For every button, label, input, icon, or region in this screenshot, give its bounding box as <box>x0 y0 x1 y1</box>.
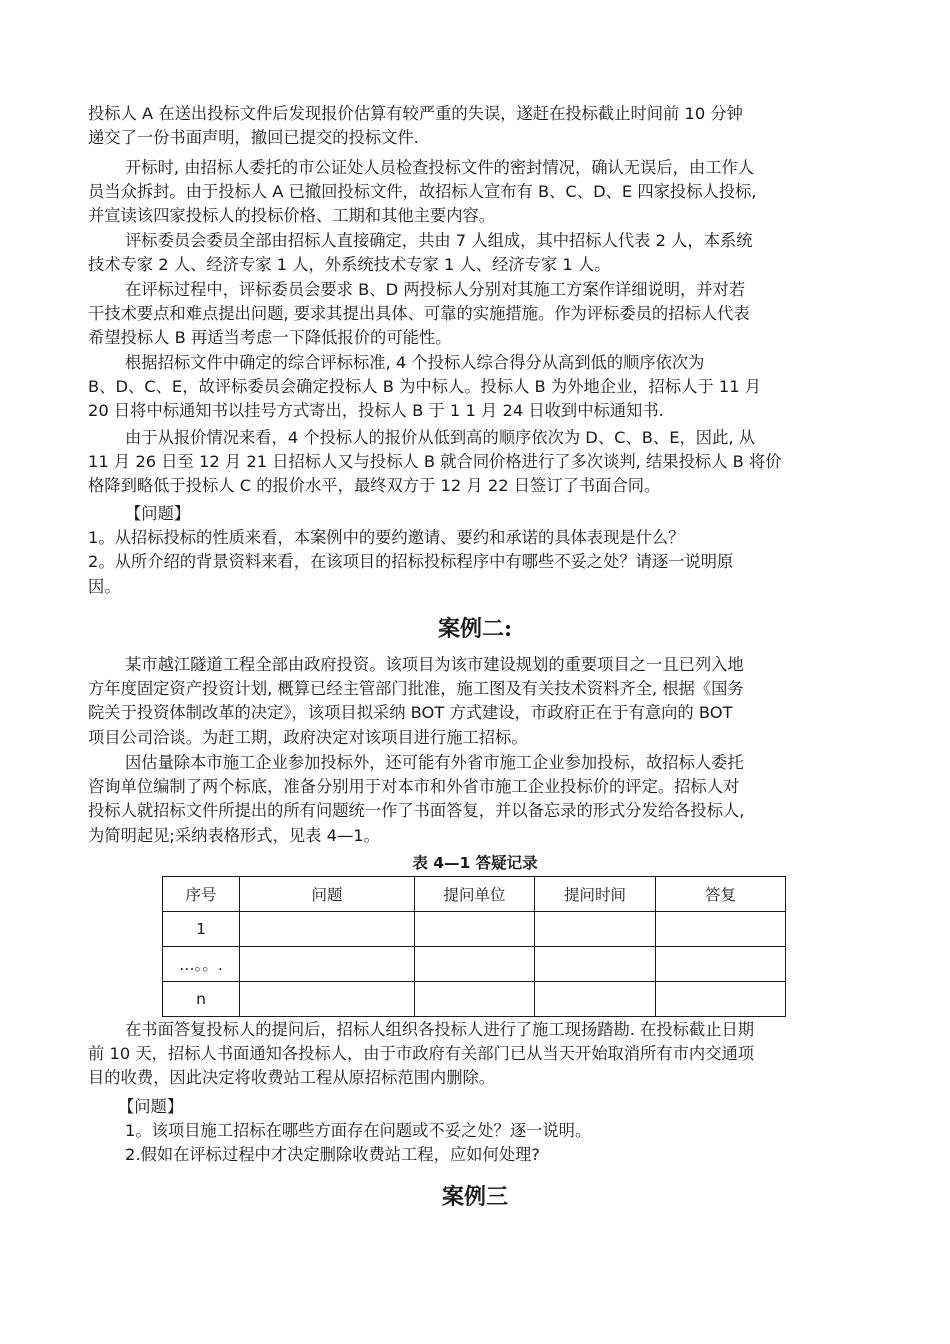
table-caption: 表 4—1 答疑记录 <box>412 854 538 872</box>
case3-heading: 案例三 <box>441 1184 508 1210</box>
case2-question-section <box>88 1095 866 1168</box>
case1-paragraph-2: 开标时, 由招标人委托的市公证处人员检查投标文件的密封情况，确认无误后，由工作人 员当众拆封。由于投标人 A 已撤回投标文件，故招标人宣布有 B、C、D、E 四家投标人投标, 并宣读该四家投标人的投标价格、工期和其他主要内容。 <box>88 158 757 226</box>
table-cell <box>240 947 415 982</box>
case1-question-2: 2。从所介绍的背景资料来看，在该项目的招标投标程序中有哪些不妥之处？请逐一说明原 <box>88 552 734 572</box>
header-cell: 提问时间 <box>535 877 656 912</box>
header-cell: 答复 <box>656 877 786 912</box>
table-row <box>163 947 786 982</box>
case1-question-1: 1。从招标投标的性质来看，本案例中的要约邀请、要约和承诺的具体表现是什么？ <box>88 528 685 548</box>
case2-heading: 案例二: <box>437 616 513 642</box>
header-cell: 提问单位 <box>415 877 535 912</box>
table-cell: …。。. <box>163 947 240 982</box>
table-cell <box>415 912 535 947</box>
header-cell: 序号 <box>163 877 240 912</box>
case2-question-2: 2.假如在评标过程中才决定删除收费站工程，应如何处理? <box>125 1145 540 1165</box>
table-cell <box>415 947 535 982</box>
case1-paragraph-4: 在评标过程中，评标委员会要求 B、D 两投标人分别对其施工方案作详细说明，并对若 干技术要点和难点提出问题, 要求其提出具体、可靠的实施措施。作为评标委员的招标人代表 希望投标人 B 再适当考虑一下降低报价的可能性。 <box>88 280 750 348</box>
table-cell <box>535 947 656 982</box>
table-row <box>163 912 786 947</box>
case2-paragraph-2: 因估量除本市施工企业参加投标外，还可能有外省市施工企业参加投标，故招标人委托 咨询单位编制了两个标底，准备分别用于对本市和外省市施工企业投标价的评定。招标人对 投标人就招标文件所提出的所有问题统一作了书面答复，并以备忘录的形式分发给各投标人, 为简明起见;采纳表格形式，见表 4—1。 <box>88 753 745 845</box>
table-cell: n <box>163 982 240 1017</box>
table-row <box>163 982 786 1017</box>
table-cell <box>656 947 786 982</box>
table-cell <box>240 982 415 1017</box>
case1-paragraph-5: 根据招标文件中确定的综合评标标准, 4 个投标人综合得分从高到低的顺序依次为 B、D、C、E，故评标委员会确定投标人 B 为中标人。投标人 B 为外地企业，招标人于 11 月 20 日将中标通知书以挂号方式寄出，投标人 B 于 1 1 月 24 日收到中标通知书. <box>88 353 762 421</box>
table-cell <box>535 912 656 947</box>
case1-paragraph-3: 评标委员会委员全部由招标人直接确定，共由 7 人组成，其中招标人代表 2 人，本系统 技术专家 2 人、经济专家 1 人，外系统技术专家 1 人、经济专家 1 人。 <box>88 231 753 275</box>
table-cell <box>656 912 786 947</box>
case2-paragraph-1: 某市越江隧道工程全部由政府投资。该项目为该市建设规划的重要项目之一且已列入地 方年度固定资产投资计划, 概算已经主管部门批准，施工图及有关技术资料齐全, 根据《国务 院关于投资体制改革的决定》，该项目拟采纳 BOT 方式建设，市政府正在于有意向的 BOT 项目公司洽谈。为赶工期，政府决定对该项目进行施工招标。 <box>88 655 744 747</box>
case1-question-section: 【问题】 1。从招标投标的性质来看，本案例中的要约邀请、要约和承诺的具体表现是什么？ 2。从所介绍的背景资料来看，在该项目的招标投标程序中有哪些不妥之处？请逐一说明原 因。 <box>88 502 866 599</box>
qa-record-table <box>162 876 786 1017</box>
case2-question-1: 1。该项目施工招标在哪些方面存在问题或不妥之处？逐一说明。 <box>125 1121 592 1141</box>
header-cell: 问题 <box>240 877 415 912</box>
case2-paragraph-3: 在书面答复投标人的提问后，招标人组织各投标人进行了施工现扬踏勘. 在投标截止日期 前 10 天，招标人书面通知各投标人，由于市政府有关部门已从当天开始取消所有市内交通项 目的收费，因此决定将收费站工程从原招标范围内删除。 <box>88 1020 755 1088</box>
table-cell <box>656 982 786 1017</box>
table-cell <box>240 912 415 947</box>
case1-paragraph-1: 投标人 A 在送出投标文件后发现报价估算有较严重的失误，遂赶在投标截止时间前 10 分钟 递交了一份书面声明，撤回已提交的投标文件. <box>88 104 743 148</box>
table-header-row <box>163 877 786 912</box>
case1-paragraph-6: 由于从报价情况来看，4 个投标人的报价从低到高的顺序依次为 D、C、B、E，因此, 从 11 月 26 日至 12 月 21 日招标人又与投标人 B 就合同价格进行了多次谈判, 结果投标人 B 将价 格降到略低于投标人 C 的报价水平，最终双方于 12 月 22 日签订了书面合同。 <box>88 428 782 496</box>
table-cell <box>415 982 535 1017</box>
question-label: 【问题】 <box>125 504 191 523</box>
question-label: 【问题】 <box>118 1097 184 1116</box>
table-cell <box>535 982 656 1017</box>
table-cell: 1 <box>163 912 240 947</box>
